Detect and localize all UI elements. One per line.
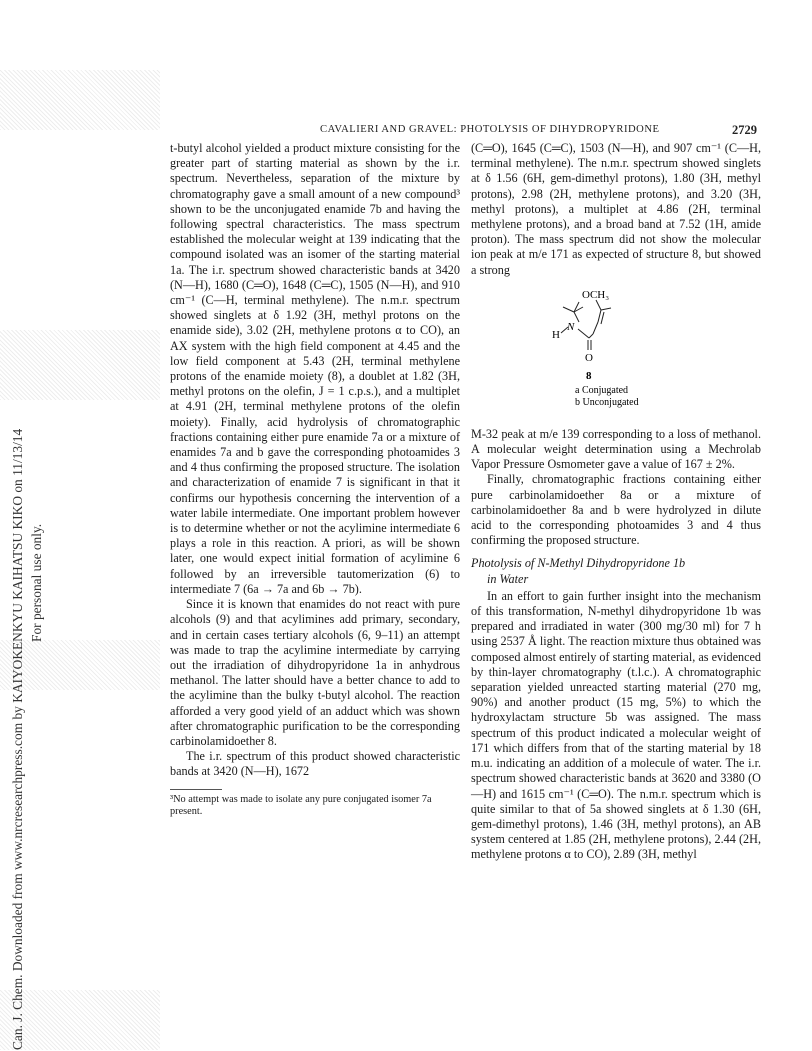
running-header: CAVALIERI AND GRAVEL: PHOTOLYSIS OF DIHYDROPYRIDONE [320, 124, 660, 135]
bond-line-double [601, 312, 604, 324]
right-column [471, 141, 761, 863]
left-paragraph-2: Since it is known that enamides do not react with pure alcohols (9) and that acylimines add primary, secondary, and in certain cases tertiary alcohols (6, 9–11) an attempt was made to trap the acylimine intermediate by carrying out the irradiation of dihydropyridone 1a in anhydrous methanol. The latter should have a better chance to add to the acylimine than the bulky t-butyl alcohol. The reaction afforded a very good yield of an adduct which was shown after chromatographic purification to be the corresponding carbinolamidoether 8. [170, 597, 460, 748]
bond-line [601, 308, 611, 310]
scan-noise-top [0, 70, 160, 130]
bond-line [598, 310, 601, 322]
caption-b: b Unconjugated [575, 396, 639, 408]
n-atom-label: N [567, 320, 575, 333]
section-heading: Photolysis of N-Methyl Dihydropyridone 1b [471, 556, 686, 571]
o-atom-label: O [585, 351, 593, 364]
right-paragraph-2: M-32 peak at m/e 139 corresponding to a loss of methanol. A molecular weight determination using a Mechrolab Vapor Pressure Osmometer gave a value of 167 ± 2%. [471, 426, 761, 472]
page-number: 2729 [732, 123, 757, 137]
left-paragraph-3: The i.r. spectrum of this product showed characteristic bands at 3420 (N—H), 1672 [170, 749, 460, 779]
caption-a: a Conjugated [575, 384, 629, 396]
compound-number-label: 8 [586, 369, 592, 382]
left-column [170, 141, 460, 819]
download-watermark [8, 210, 48, 1050]
och3-label: OCH₃ [582, 288, 610, 301]
right-paragraph-1: (C═O), 1645 (C═C), 1503 (N—H), and 907 cm⁻¹ (C—H, terminal methylene). The n.m.r. spectrum showed singlets at δ 1.56 (6H, gem-dimethyl protons), 1.80 (3H, methyl protons), 2.98 (2H, methylene protons), and 3.20 (3H, methyl protons), a multiplet at 4.86 (2H, terminal methylene protons), and a broad band at 7.52 (1H, amide proton). The mass spectrum did not show the molecular ion peak at m/e 171 as expected of structure 8, but showed a strong [471, 141, 761, 277]
structure-figure-8 [471, 282, 761, 425]
watermark-line-2: For personal use only. [29, 523, 44, 642]
right-paragraph-3: Finally, chromatographic fractions containing either pure carbinolamidoether 8a or a mixture of carbinolamidoether 8a and b were hydrolyzed in dilute acid to the corresponding photoamides 3 and 4 thus confirming the proposed structure. [471, 472, 761, 548]
bond-line [593, 322, 598, 334]
bond-line [574, 312, 579, 322]
structure-8-diagram [471, 282, 761, 425]
footnote-rule [170, 789, 222, 790]
bond-line [596, 300, 601, 310]
h-atom-label: H [552, 328, 560, 341]
left-paragraph-1: t-butyl alcohol yielded a product mixture consisting for the greater part of starting material as shown by the i.r. spectrum. Nevertheless, separation of the mixture by chromatography gave a small amount of a new compound³ shown to be the unconjugated enamide 7b and having the following spectral characteristics. The mass spectrum established the molecular weight at 139 indicating that the compound isolated was an isomer of the starting material 1a. The i.r. spectrum showed characteristic bands at 3420 (N—H), 1680 (C═O), 1648 (C═C), 1505 (N—H), and 910 cm⁻¹ (C—H, terminal methylene). The n.m.r. spectrum showed singlets at δ 1.92 (3H, methyl protons on the enamide side), 3.02 (2H, methylene protons α to CO), an AX system with the high field component at 4.45 and the low field component at 5.43 (2H, terminal methylene protons of the enamide moiety (8), a doublet at 1.82 (3H, methyl protons on the olefin, J = 1 c.p.s.), and a multiplet at 4.91 (2H, terminal methylene protons of the olefin moiety). Finally, acid hydrolysis of chromatographic fractions containing either pure enamide 7a or a mixture of enamides 7a and b gave the corresponding photoamides 3 and 4 thus confirming the proposed structure. The isolation and characterization of enamide 7 is significant in that it confirms our hypothesis concerning the intervention of a water labile intermediate. One important problem however is to determine whether or not the acylimine intermediate 6 plays a role in this reaction. A priori, as will be shown later, one would expect initial formation of acylimine 6 followed by an irreversible tautomerization (6) to intermediate 7 (6a → 7a and 6b → 7b). [170, 141, 460, 596]
footnote: ³No attempt was made to isolate any pure conjugated isomer 7a present. [170, 793, 432, 818]
section-heading-line2: in Water [487, 571, 529, 586]
watermark-line-1: Can. J. Chem. Downloaded from www.nrcresearchpress.com by KAIYOKENKYU KAIHATSU KIKO on 11/13/14 [10, 428, 25, 1050]
bond-line [563, 307, 574, 312]
bond-line [589, 334, 593, 338]
right-paragraph-4: In an effort to gain further insight into the mechanism of this transformation, N-methyl dihydropyridone 1b was prepared and irradiated in water (300 mg/30 ml) for 7 h using 2537 Å light. The reaction mixture thus obtained was composed almost entirely of starting material, as evidenced by thin-layer chromatography (t.l.c.). A chromatographic separation yielded unreacted starting material (270 mg, 90%) and another product (15 mg, 5%) to which the hydroxylactam structure 5b was assigned. The mass spectrum of this product indicated a molecular weight of 171 which differs from that of the starting material by 18 m.u. indicating an addition of a molecule of water. The i.r. spectrum showed characteristic bands at 3620 and 3380 (O—H) and 1615 cm⁻¹ (C═O). The n.m.r. spectrum which is quite similar to that of 5a showed singlets at δ 1.30 (6H, gem-dimethyl protons), 1.46 (3H, methyl protons), an AB system centered at 1.85 (2H, methylene protons), 2.44 (2H, methylene protons α to CO), 2.89 (3H, methyl [471, 588, 761, 862]
bond-line [578, 329, 589, 338]
